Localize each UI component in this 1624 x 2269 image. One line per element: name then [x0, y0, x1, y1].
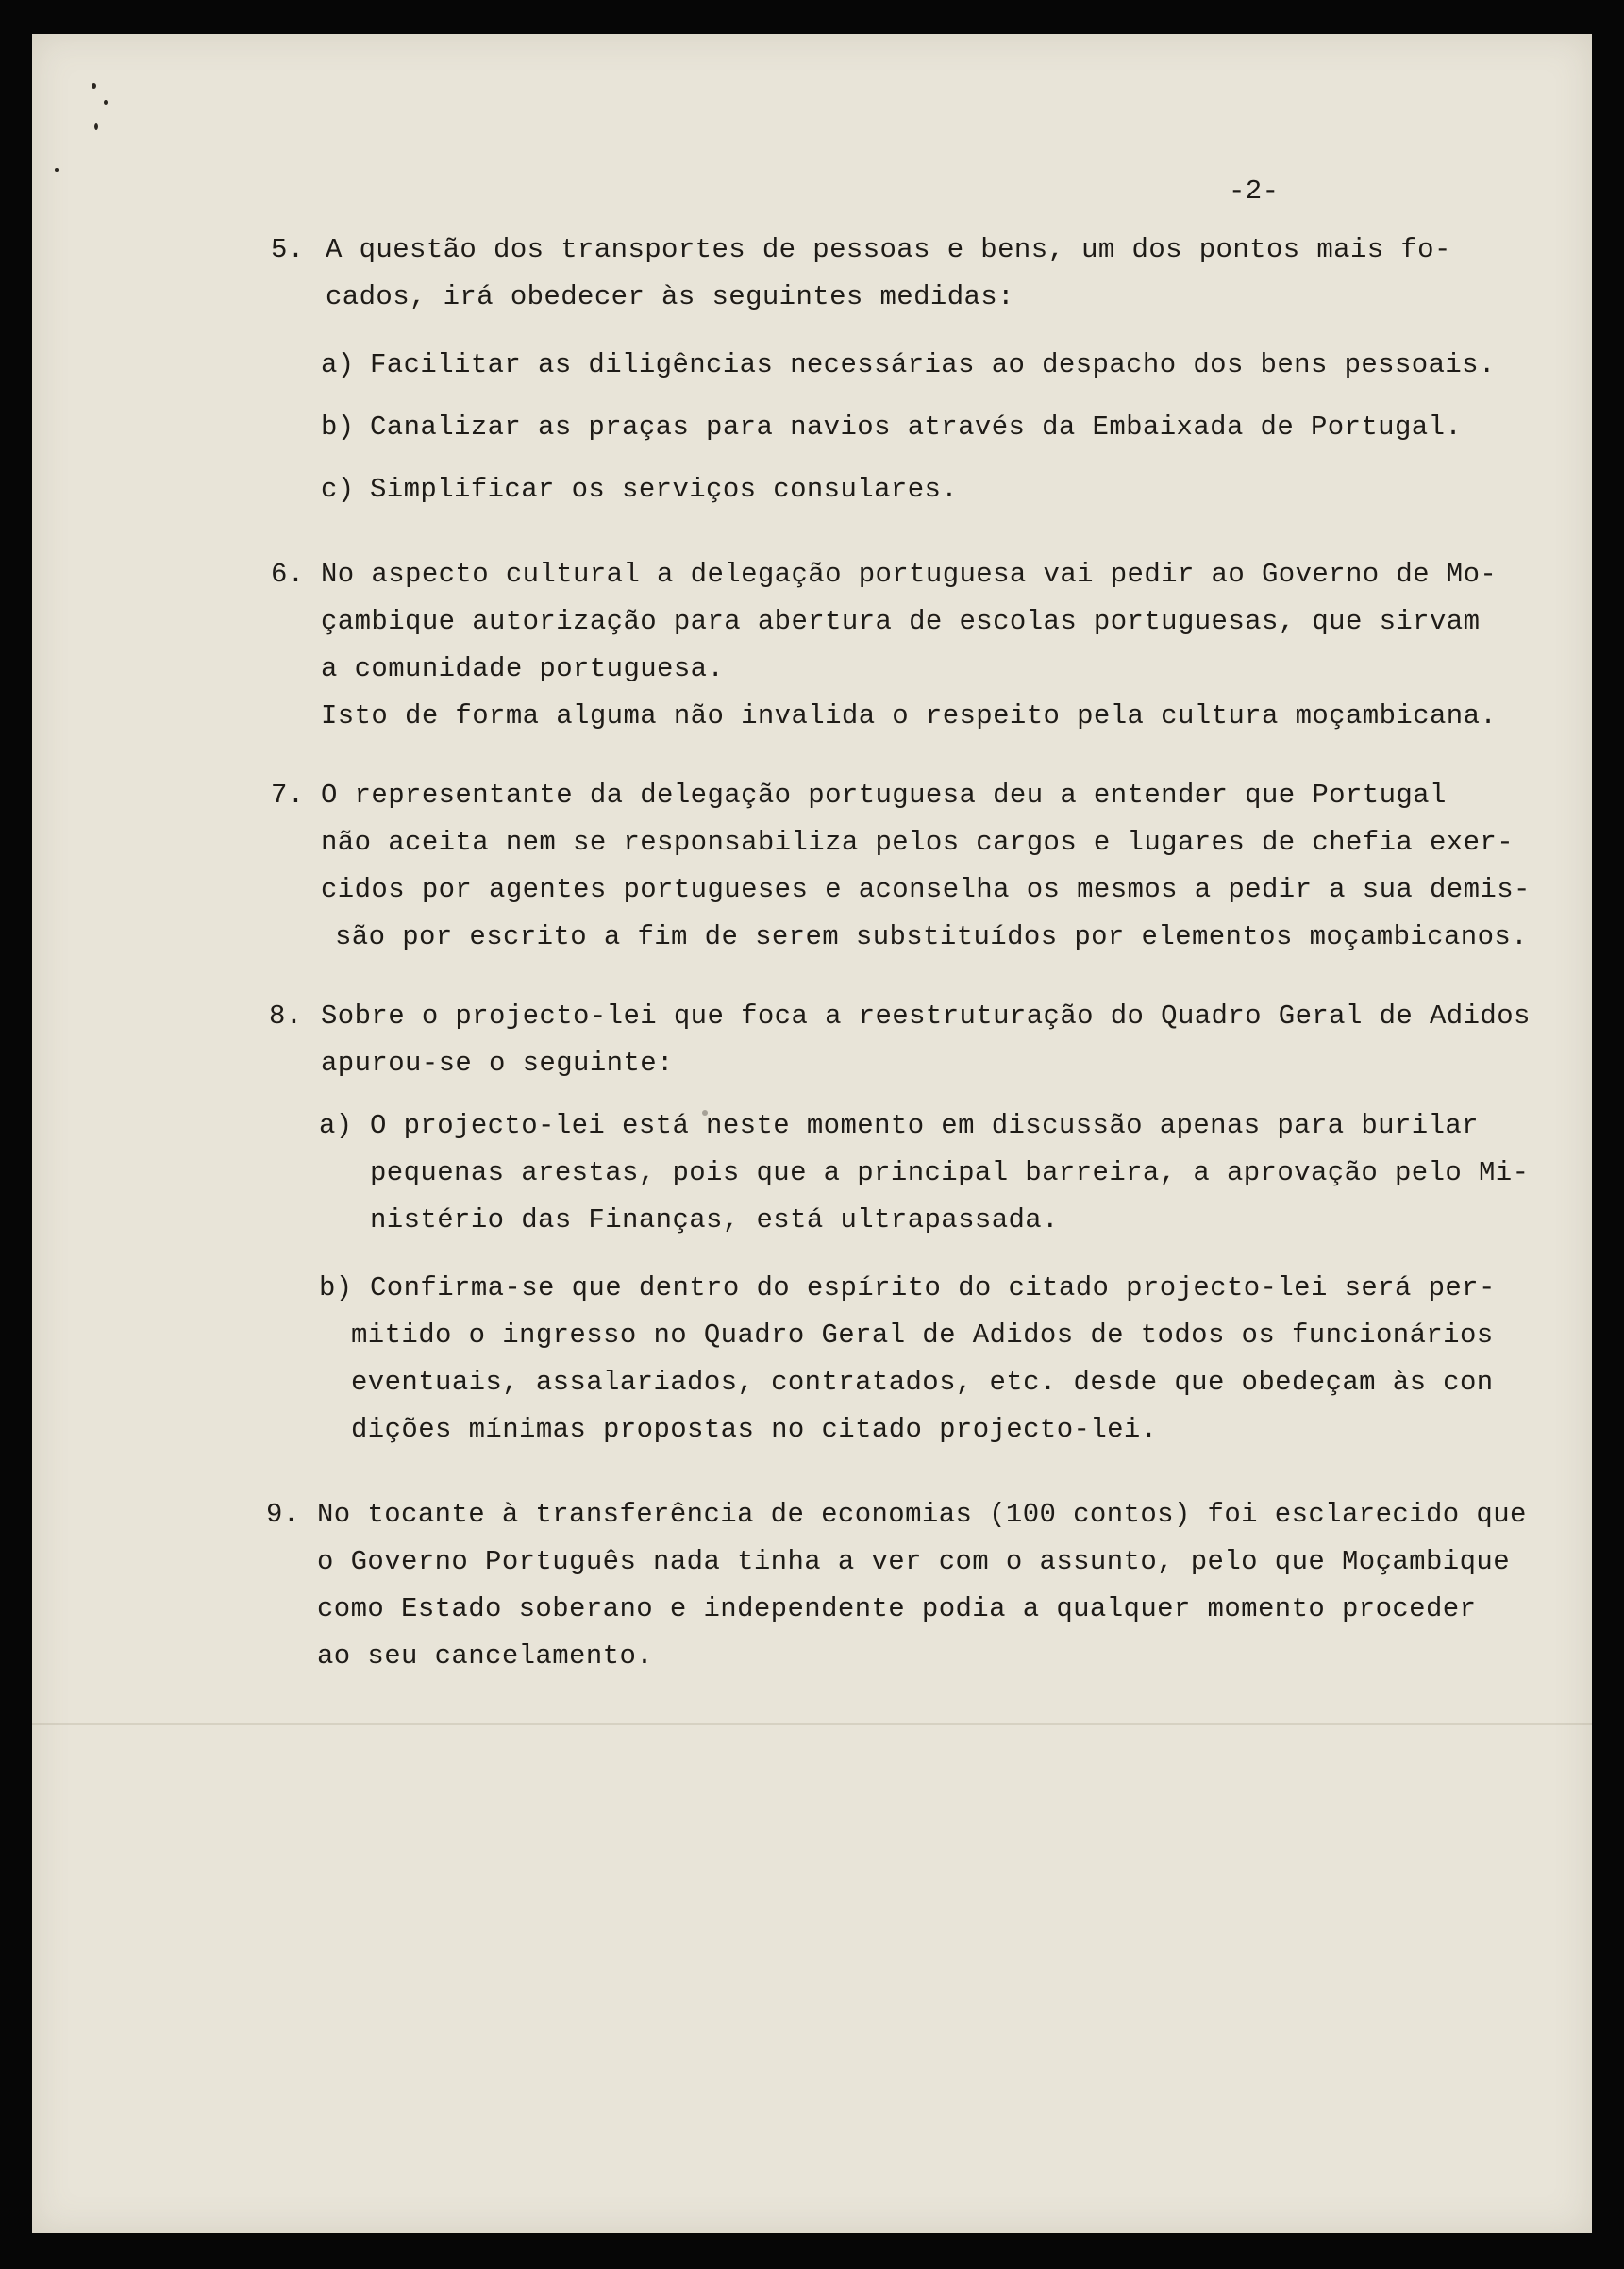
item-number: 9.: [266, 1499, 300, 1530]
ink-speck: [104, 100, 108, 105]
subitem-text-line: Confirma-se que dentro do espírito do citado projecto-lei será per-: [370, 1272, 1496, 1303]
ink-speck: [92, 83, 96, 89]
item-number: 8.: [269, 1000, 303, 1032]
ink-speck: [94, 123, 98, 130]
item-text-line: ao seu cancelamento.: [317, 1640, 654, 1672]
item-text-line: çambique autorização para abertura de escolas portuguesas, que sirvam: [321, 606, 1481, 637]
subitem-label: a): [321, 349, 355, 380]
subitem-text-line: mitido o ingresso no Quadro Geral de Adidos de todos os funcionários: [351, 1319, 1494, 1351]
subitem-text-line: eventuais, assalariados, contratados, etc. desde que obedeçam às con: [351, 1367, 1494, 1398]
item-text-line: não aceita nem se responsabiliza pelos cargos e lugares de chefia exer-: [321, 827, 1515, 858]
subitem-text-line: O projecto-lei está neste momento em discussão apenas para burilar: [370, 1110, 1479, 1141]
subitem-label: c): [321, 474, 355, 505]
subitem-label: b): [319, 1272, 353, 1303]
subitem-label: a): [319, 1110, 353, 1141]
item-text-line: O representante da delegação portuguesa deu a entender que Portugal: [321, 780, 1447, 811]
item-text-line: apurou-se o seguinte:: [321, 1048, 674, 1079]
subitem-label: b): [321, 412, 355, 443]
item-number: 6.: [271, 559, 305, 590]
item-text-line: a comunidade portuguesa.: [321, 653, 725, 684]
subitem-text-line: nistério das Finanças, está ultrapassada.: [370, 1204, 1059, 1235]
item-text-line: são por escrito a fim de serem substituídos por elementos moçambicanos.: [335, 921, 1529, 952]
subitem-text-line: pequenas arestas, pois que a principal barreira, a aprovação pelo Mi-: [370, 1157, 1530, 1188]
item-text-line: No aspecto cultural a delegação portuguesa vai pedir ao Governo de Mo-: [321, 559, 1498, 590]
item-text-line: o Governo Português nada tinha a ver com o assunto, pelo que Moçambique: [317, 1546, 1511, 1577]
item-number: 5.: [271, 234, 305, 265]
item-text-line: No tocante à transferência de economias (100 contos) foi esclarecido que: [317, 1499, 1527, 1530]
item-text-line: cidos por agentes portugueses e aconselha os mesmos a pedir a sua demis-: [321, 874, 1531, 905]
subitem-text-line: Facilitar as diligências necessárias ao despacho dos bens pessoais.: [370, 349, 1496, 380]
item-text-line: como Estado soberano e independente podia a qualquer momento proceder: [317, 1593, 1477, 1624]
subitem-text-line: Canalizar as praças para navios através da Embaixada de Portugal.: [370, 412, 1463, 443]
ink-speck: [55, 168, 59, 172]
item-text-line: cados, irá obedecer às seguintes medidas:: [326, 281, 1014, 312]
subitem-text-line: dições mínimas propostas no citado projecto-lei.: [351, 1414, 1158, 1445]
subitem-text-line: Simplificar os serviços consulares.: [370, 474, 959, 505]
fold-crease: [32, 1723, 1592, 1725]
item-text-line: Isto de forma alguma não invalida o respeito pela cultura moçambicana.: [321, 700, 1498, 731]
item-number: 7.: [271, 780, 305, 811]
item-text-line: Sobre o projecto-lei que foca a reestruturação do Quadro Geral de Adidos: [321, 1000, 1531, 1032]
page-number: -2-: [1229, 176, 1280, 207]
item-text-line: A questão dos transportes de pessoas e bens, um dos pontos mais fo-: [326, 234, 1451, 265]
